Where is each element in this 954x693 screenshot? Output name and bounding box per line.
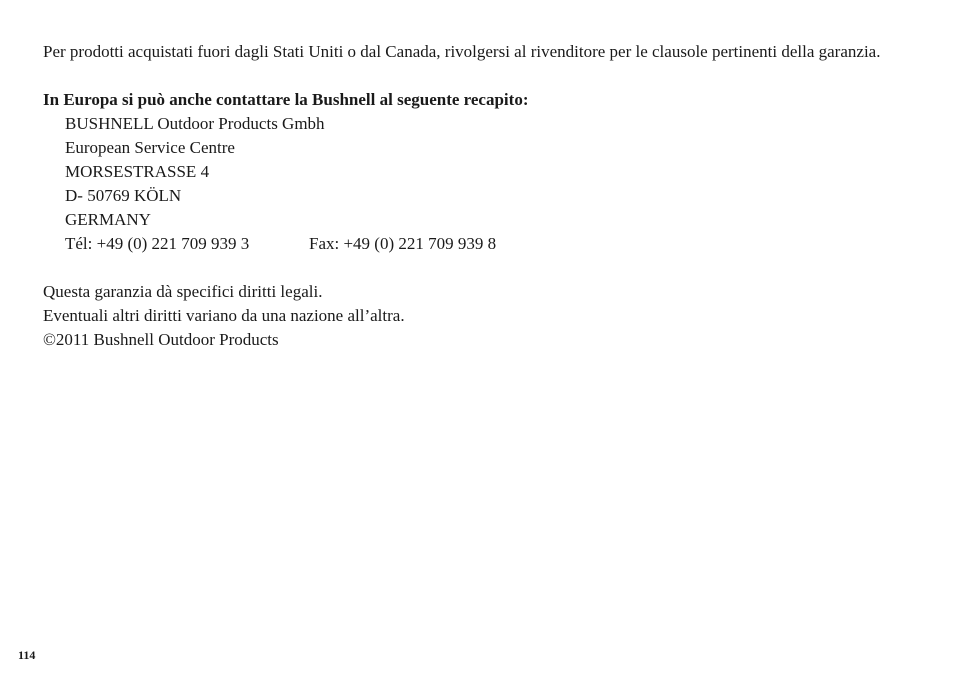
legal-variation-line: Eventuali altri diritti variano da una nazione all’altra. — [43, 306, 405, 325]
telephone-number: Tél: +49 (0) 221 709 939 3 — [65, 234, 250, 253]
europe-address-block — [43, 112, 911, 256]
copyright-line: ©2011 Bushnell Outdoor Products — [43, 330, 279, 349]
address-company: BUSHNELL Outdoor Products Gmbh — [65, 114, 325, 133]
address-country: GERMANY — [65, 210, 151, 229]
legal-rights-line: Questa garanzia dà specifici diritti legali. — [43, 282, 323, 301]
warranty-intro-paragraph: Per prodotti acquistati fuori dagli Stati Uniti o dal Canada, rivolgersi al rivenditore per le clausole pertinenti della garanzia. — [43, 42, 881, 61]
address-street: MORSESTRASSE 4 — [65, 162, 210, 181]
europe-contact-heading: In Europa si può anche contattare la Bushnell al seguente recapito: — [43, 90, 529, 109]
fax-number: Fax: +49 (0) 221 709 939 8 — [309, 234, 497, 253]
page-number: 114 — [18, 648, 36, 662]
address-city: D- 50769 KÖLN — [65, 186, 182, 205]
legal-notice-block — [43, 280, 911, 352]
contact-phone-line — [65, 232, 911, 256]
address-service-centre: European Service Centre — [65, 138, 235, 157]
document-page — [43, 40, 911, 352]
